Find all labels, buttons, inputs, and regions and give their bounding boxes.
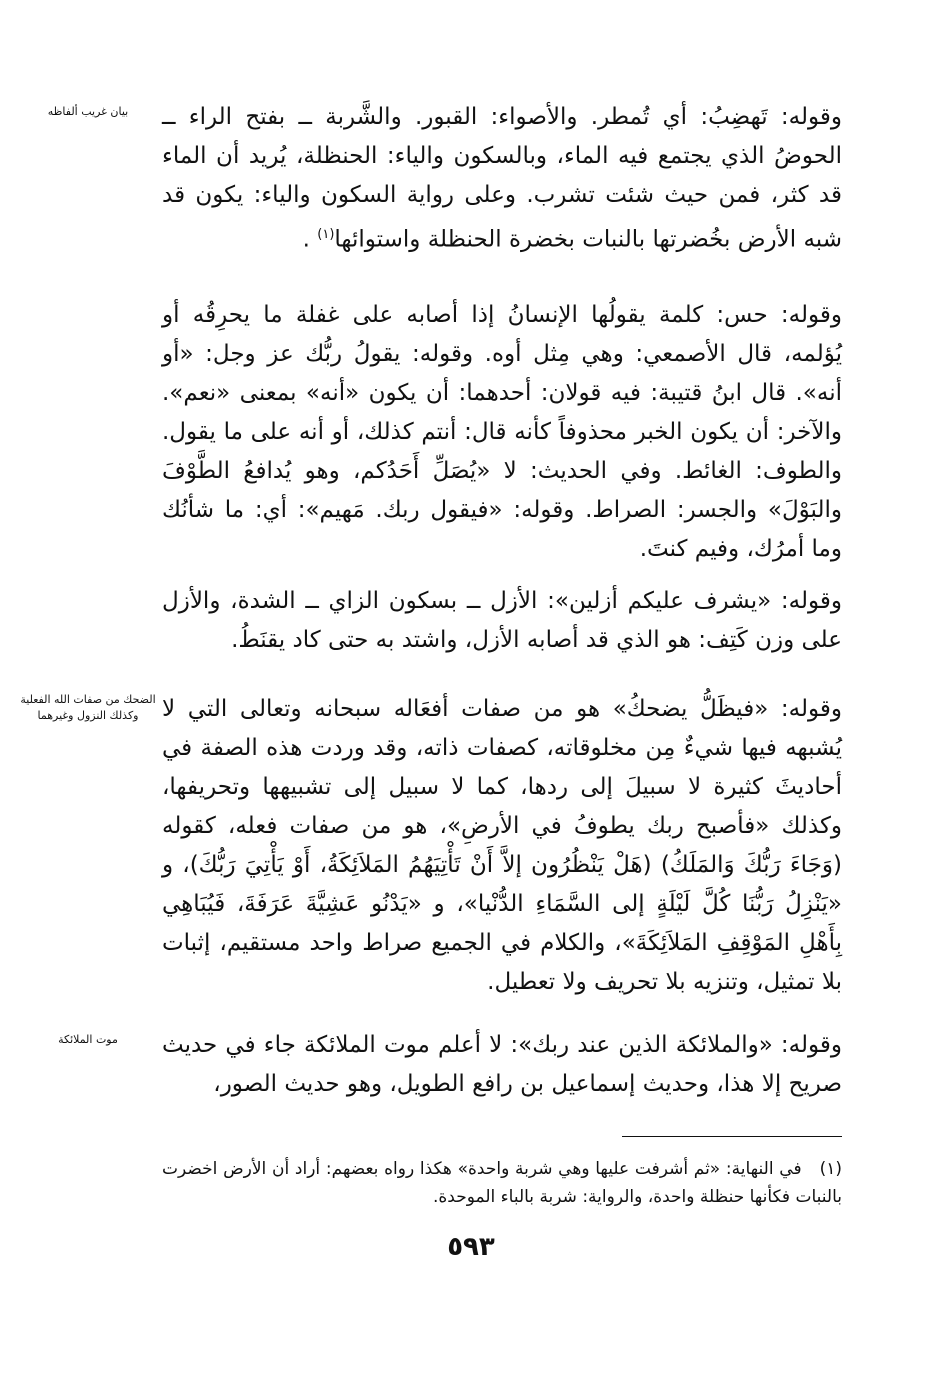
footnote-marker: (١) xyxy=(819,1159,842,1179)
paragraph-2: وقوله: حس: كلمة يقولُها الإنسانُ إذا أصابه على غفلة ما يحرِقُه أو يُؤلمه، قال الأصمعي: وهي مِثل أوه. وقوله: يقولُ ربُّك عز وجل: «أو أنه». قال ابنُ قتيبة: فيه قولان: أحدهما: أن يكون «أنه» بمعنى «نعم». والآخر: أن يكون الخبر محذوفاً كأنه قال: أنتم كذلك، أو أنه على ما يقول. والطوف: الغائط. وفي الحديث: لا «يُصَلِّ أَحَدُكم، وهو يُدافعُ الطَّوْفَ والبَوْلَ» والجسر: الصراط. وقوله: «فيقول ربك. مَهيم»: أي: ما شأنُك وما أمرُك، وفيم كنتَ. xyxy=(162,302,842,562)
margin-note-death-of-angels: موت الملائكة xyxy=(58,1033,118,1046)
paragraph-3: وقوله: «يشرف عليكم أزلين»: الأزل ــ بسكون الزاي ــ الشدة، والأزل على وزن كَتِف: هو الذي قد أصابه الأزل، واشتد به حتى كاد يقنَطُ. xyxy=(162,588,842,653)
footnote-divider xyxy=(622,1136,842,1137)
footnote xyxy=(162,1155,842,1211)
paragraph-1-text: وقوله: تَهضِبُ: أي تُمطر. والأصواء: القبور. والشَّربة ــ بفتح الراء ــ الحوضُ الذي يجتمع فيه الماء، وبالسكون والياء: الحنظلة، يُريد أن الماء قد كثر، فمن حيث شئت تشرب. وعلى رواية السكون والياء: يكون قد شبه الأرض بخُضرتها بالنبات بخضرة الحنظلة واستوائها xyxy=(162,104,842,253)
margin-note-divine-attributes: الضحك من صفات الله الفعلية وكذلك النزول وغيرهما xyxy=(20,693,156,722)
paragraph-5: وقوله: «والملائكة الذين عند ربك»: لا أعلم موت الملائكة جاء في حديث صريح إلا هذا، وحديث إسماعيل بن رافع الطويل، وهو حديث الصور، xyxy=(162,1032,842,1097)
paragraph-1 xyxy=(162,98,842,260)
paragraph-4: وقوله: «فيظَلُّ يضحكُ» هو من صفات أفعَاله سبحانه وتعالى التي لا يُشبهه فيها شيءٌ مِن مخلوقاته، كصفات ذاته، وقد وردت هذه الصفة في أحاديثَ كثيرة لا سبيلَ إلى ردها، كما لا سبيل إلى تشبيهها وتحريفها، وكذلك «فأصبح ربك يطوفُ في الأرضِ»، هو من صفات فعله، كقوله (وَجَاءَ رَبُّكَ وَالمَلَكُ) (هَلْ يَنْظُرُون إلاَّ أَنْ تَأْتِيَهُمُ المَلاَئِكَةُ، أَوْ يَأْتِيَ رَبُّكَ)، و «يَنْزِلُ رَبُّنَا كُلَّ لَيْلَةٍ إلى السَّمَاءِ الدُّنْيا»، و «يَدْنُو عَشِيَّةَ عَرَفَةَ، فَيُبَاهِي بِأَهْلِ المَوْقِفِ المَلاَئِكَةَ»، والكلام في الجميع صراط واحد مستقيم، إثبات بلا تمثيل، وتنزيه بلا تحريف ولا تعطيل. xyxy=(162,696,842,995)
footnote-reference[interactable]: (١) xyxy=(317,227,335,242)
page-number: ٥٩٣ xyxy=(447,1232,495,1262)
paragraph-1-end: . xyxy=(302,226,318,253)
footnote-text: في النهاية: «ثم أشرفت عليها وهي شربة واحدة» هكذا رواه بعضهم: أراد أن الأرض اخضرت بالنبات فكأنها حنظلة واحدة، والرواية: شربة بالباء الموحدة. xyxy=(162,1159,842,1207)
margin-note-vocabulary: بيان غريب ألفاظه xyxy=(47,105,129,118)
